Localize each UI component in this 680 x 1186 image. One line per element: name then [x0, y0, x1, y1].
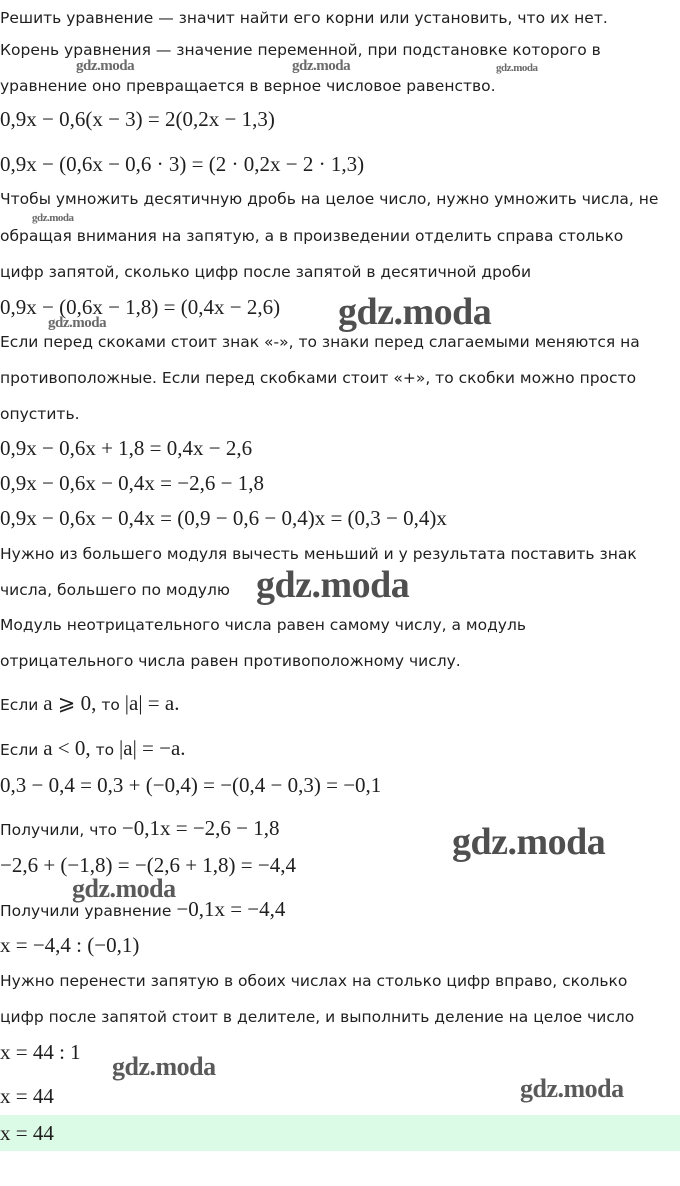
- watermark: gdz.moda: [292, 58, 351, 74]
- math-fragment: a < 0,: [43, 736, 91, 760]
- text-line: Чтобы умножить десятичную дробь на целое число, нужно умножить числа, не: [0, 190, 659, 208]
- text-fragment: то: [101, 696, 120, 714]
- text-line: Нужно из большего модуля вычесть меньший и у результата поставить знак: [0, 545, 637, 563]
- math-line: 0,3 − 0,4 = 0,3 + (−0,4) = −(0,4 − 0,3) = −0,1: [0, 773, 382, 797]
- math-line: 0,9x − 0,6x − 0,4x = −2,6 − 1,8: [0, 471, 264, 495]
- text-line: противоположные. Если перед скобками стоит «+», то скобки можно просто: [0, 369, 637, 387]
- answer-line: x = 44: [0, 1121, 54, 1145]
- math-fragment: |a| = a.: [124, 691, 180, 715]
- answer-highlight: [0, 1115, 680, 1151]
- text-line: Модуль неотрицательного числа равен самому числу, а модуль: [0, 616, 527, 634]
- text-fragment: Если: [0, 741, 39, 759]
- text-fragment: Если: [0, 696, 39, 714]
- text-line: цифр запятой, сколько цифр после запятой в десятичной дроби: [0, 263, 532, 281]
- watermark: gdz.moda: [112, 1052, 216, 1081]
- text-line: Нужно перенести запятую в обоих числах на столько цифр вправо, сколько: [0, 972, 628, 990]
- math-line: 0,9x − 0,6x − 0,4x = (0,9 − 0,6 − 0,4)x = (0,3 − 0,4)x: [0, 506, 447, 530]
- result-line: [0, 816, 280, 840]
- watermark: gdz.moda: [72, 874, 176, 903]
- math-fragment: −0,1x = −2,6 − 1,8: [121, 816, 280, 840]
- text-fragment: Получили, что: [0, 821, 117, 839]
- math-fragment: |a| = −a.: [119, 736, 186, 760]
- text-line: отрицательного числа равен противоположному числу.: [0, 652, 461, 670]
- math-line: 0,9x − (0,6x − 1,8) = (0,4x − 2,6): [0, 295, 281, 319]
- watermark: gdz.moda: [32, 212, 74, 224]
- watermark: gdz.moda: [48, 315, 107, 331]
- text-line: числа, большего по модулю: [0, 581, 230, 599]
- math-line: 0,9x − 0,6(x − 3) = 2(0,2x − 1,3): [0, 107, 275, 131]
- text-line: Если перед скоками стоит знак «-», то знаки перед слагаемыми меняются на: [0, 333, 640, 351]
- text-fragment: то: [95, 741, 115, 759]
- math-line: x = 44: [0, 1084, 54, 1108]
- watermark: gdz.moda: [76, 58, 135, 74]
- math-line: 0,9x − 0,6x + 1,8 = 0,4x − 2,6: [0, 436, 253, 460]
- abs-rule-nonneg: [0, 691, 180, 715]
- watermark: gdz.moda: [496, 62, 538, 74]
- math-line: x = −4,4 : (−0,1): [0, 933, 140, 957]
- text-line: Корень уравнения — значение переменной, при подстановке которого в: [0, 41, 601, 59]
- watermark: gdz.moda: [452, 821, 606, 863]
- math-line: −2,6 + (−1,8) = −(2,6 + 1,8) = −4,4: [0, 853, 296, 877]
- watermark: gdz.moda: [520, 1074, 624, 1103]
- math-fragment: −0,1x = −4,4: [176, 897, 286, 921]
- text-line: опустить.: [0, 405, 80, 423]
- text-line: обращая внимания на запятую, а в произведении отделить справа столько: [0, 227, 624, 245]
- watermark: gdz.moda: [338, 291, 492, 333]
- math-fragment: a ⩾ 0,: [43, 691, 97, 715]
- watermark: gdz.moda: [256, 564, 410, 606]
- math-line: 0,9x − (0,6x − 0,6 · 3) = (2 · 0,2x − 2 · 1,3): [0, 152, 365, 176]
- text-fragment: Получили уравнение: [0, 902, 172, 920]
- abs-rule-neg: [0, 736, 186, 760]
- text-line: уравнение оно превращается в верное числовое равенство.: [0, 77, 496, 95]
- text-line: Решить уравнение — значит найти его корни или установить, что их нет.: [0, 9, 608, 27]
- text-line: цифр после запятой стоит в делителе, и выполнить деление на целое число: [0, 1008, 635, 1026]
- math-line: x = 44 : 1: [0, 1040, 81, 1064]
